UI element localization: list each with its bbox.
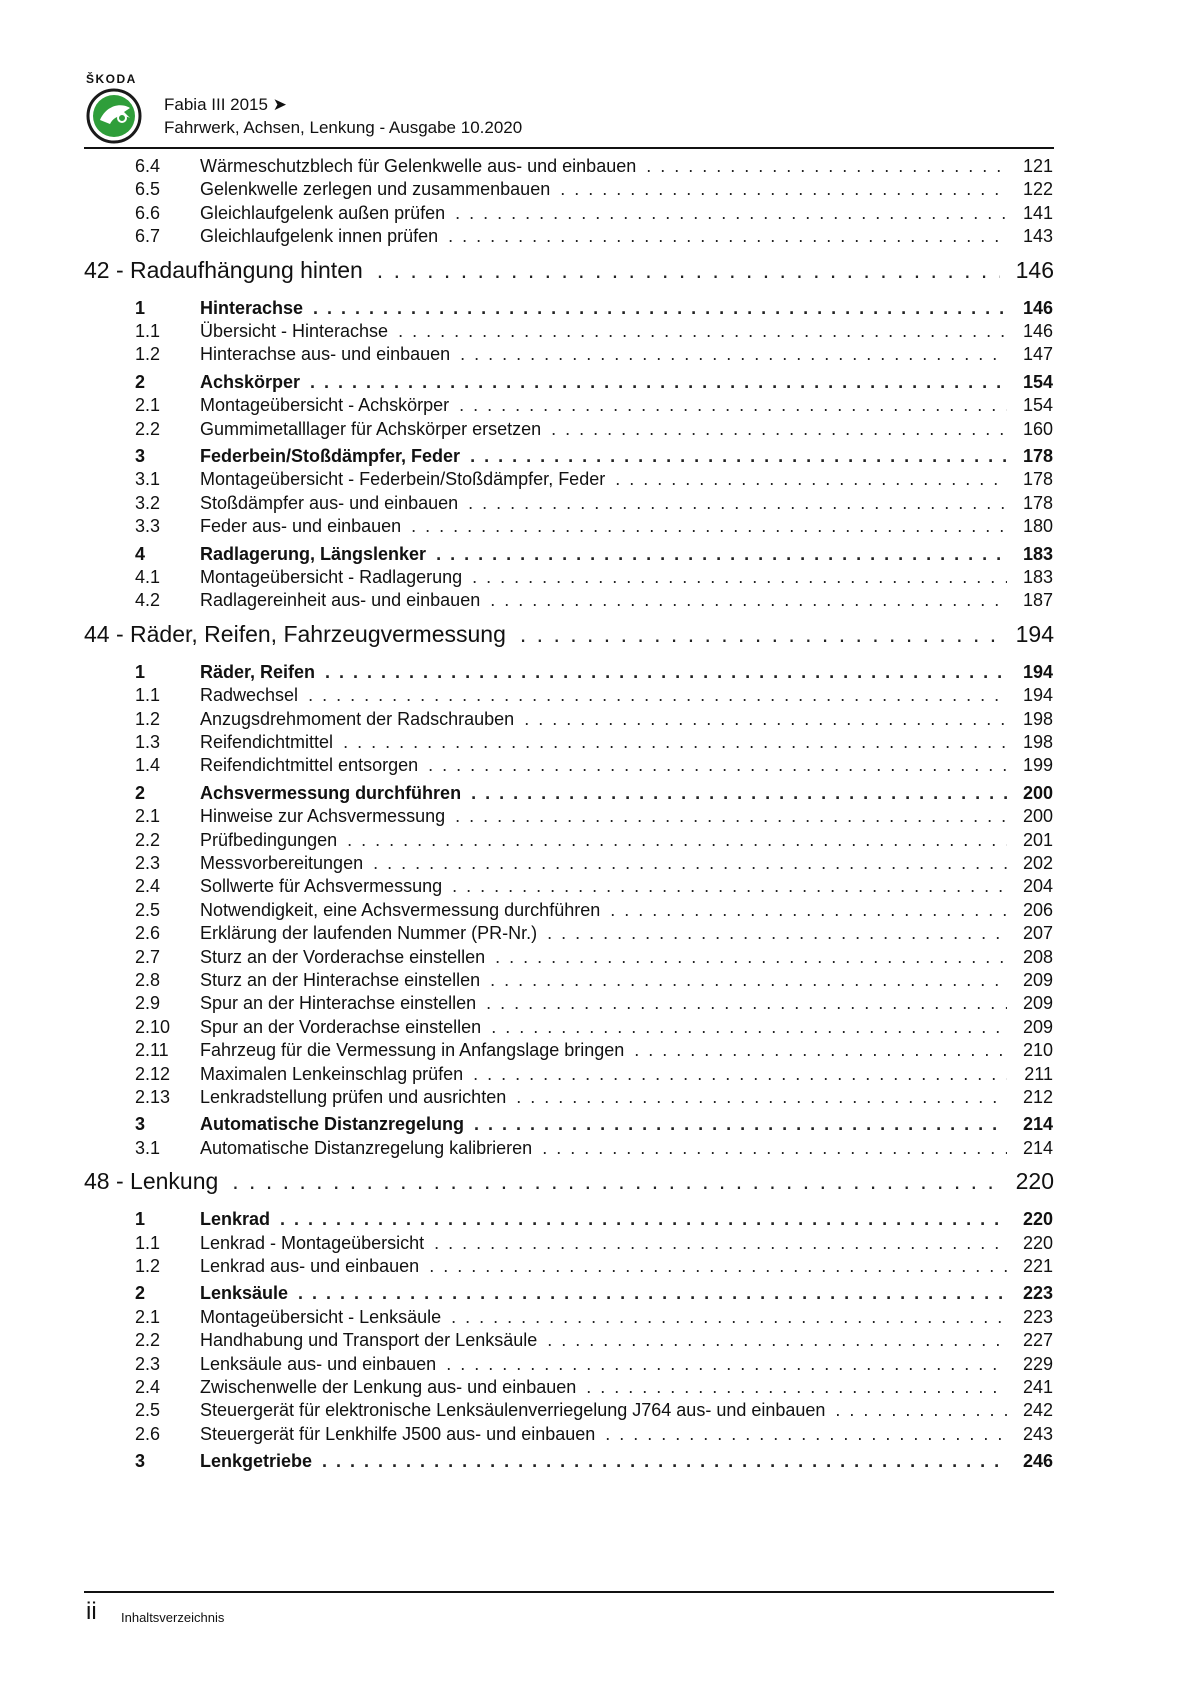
entry-number: 3 bbox=[135, 1451, 146, 1472]
entry-page: 209 bbox=[1022, 970, 1053, 990]
entry-number: 2.2 bbox=[135, 418, 161, 439]
entry-page: 211 bbox=[1024, 1063, 1053, 1084]
entry-title: Achskörper bbox=[200, 371, 301, 392]
entry-page: 241 bbox=[1022, 1377, 1053, 1397]
entry-number: 2.3 bbox=[135, 853, 161, 873]
dot-leader bbox=[472, 567, 1007, 588]
entry-number: 3 bbox=[135, 446, 146, 466]
dot-leader bbox=[448, 226, 1007, 247]
entry-title: Steuergerät für Lenkhilfe J500 aus- und einbauen bbox=[200, 1423, 596, 1444]
entry-page: 141 bbox=[1022, 202, 1053, 223]
toc-subsection bbox=[135, 419, 1053, 440]
entry-title: Automatische Distanzregelung kalibrieren bbox=[200, 1137, 533, 1158]
entry-page: 178 bbox=[1022, 446, 1053, 466]
dot-leader bbox=[451, 1307, 1007, 1328]
entry-title: Wärmeschutzblech für Gelenkwelle aus- und einbauen bbox=[200, 156, 637, 176]
dot-leader bbox=[343, 732, 1007, 753]
entry-number: 3.3 bbox=[135, 516, 161, 537]
entry-page: 178 bbox=[1022, 469, 1053, 490]
toc-subsection bbox=[135, 493, 1053, 514]
entry-page: 227 bbox=[1022, 1330, 1053, 1351]
entry-number: 1.4 bbox=[135, 755, 161, 776]
entry-number: 6.7 bbox=[135, 226, 161, 247]
dot-leader bbox=[232, 1168, 1000, 1195]
entry-number: 6.4 bbox=[135, 156, 161, 176]
dot-leader bbox=[429, 1256, 1007, 1277]
dot-leader bbox=[280, 1209, 1007, 1230]
toc-section bbox=[135, 1114, 1053, 1135]
entry-number: 2.8 bbox=[135, 970, 161, 990]
entry-title: Montageübersicht - Federbein/Stoßdämpfer, Feder bbox=[200, 469, 606, 490]
entry-number: 2.13 bbox=[135, 1087, 171, 1107]
dot-leader bbox=[428, 755, 1007, 776]
entry-title: Sollwerte für Achsvermessung bbox=[200, 876, 443, 897]
entry-title: Radlagerung, Längslenker bbox=[200, 543, 427, 564]
toc-subsection bbox=[135, 1138, 1053, 1159]
entry-title: Räder, Reifen bbox=[200, 661, 316, 682]
entry-number: 1.1 bbox=[135, 321, 161, 341]
entry-page: 246 bbox=[1022, 1451, 1053, 1472]
entry-title: Federbein/Stoßdämpfer, Feder bbox=[200, 446, 461, 466]
entry-page: 122 bbox=[1022, 179, 1053, 200]
entry-number: 1 bbox=[135, 661, 146, 682]
dot-leader bbox=[347, 830, 1007, 851]
entry-number: 1.1 bbox=[135, 1232, 161, 1253]
entry-page: 214 bbox=[1022, 1137, 1053, 1158]
entry-number: 2.11 bbox=[135, 1040, 169, 1061]
entry-number: 3.1 bbox=[135, 1137, 161, 1158]
dot-leader bbox=[520, 621, 1000, 648]
toc-subsection bbox=[135, 1233, 1053, 1254]
entry-page: 209 bbox=[1022, 1016, 1053, 1037]
chapter-page: 194 bbox=[1015, 620, 1054, 647]
dot-leader bbox=[398, 321, 1007, 342]
entry-title: Notwendigkeit, eine Achsvermessung durchführen bbox=[200, 899, 601, 920]
dot-leader bbox=[446, 1354, 1007, 1375]
entry-title: Achsvermessung durchführen bbox=[200, 782, 462, 803]
entry-number: 2.5 bbox=[135, 1400, 161, 1421]
entry-number: 1 bbox=[135, 297, 146, 318]
toc-subsection bbox=[135, 1424, 1053, 1445]
entry-page: 154 bbox=[1022, 371, 1053, 392]
dot-leader bbox=[547, 923, 1007, 944]
entry-number: 2.12 bbox=[135, 1063, 171, 1084]
footer-divider bbox=[84, 1591, 1054, 1593]
entry-page: 121 bbox=[1022, 156, 1053, 176]
entry-number: 1.3 bbox=[135, 732, 161, 752]
entry-title: Montageübersicht - Lenksäule bbox=[200, 1306, 442, 1327]
entry-title: Hinterachse bbox=[200, 297, 304, 318]
dot-leader bbox=[486, 993, 1007, 1014]
entry-title: Lenkrad - Montageübersicht bbox=[200, 1232, 425, 1253]
toc-subsection bbox=[135, 685, 1053, 706]
entry-title: Handhabung und Transport der Lenksäule bbox=[200, 1330, 538, 1351]
entry-title: Lenkrad bbox=[200, 1209, 271, 1230]
entry-page: 209 bbox=[1022, 993, 1053, 1014]
entry-title: Sturz an der Vorderachse einstellen bbox=[200, 946, 486, 967]
dot-leader bbox=[460, 344, 1007, 365]
entry-page: 208 bbox=[1022, 946, 1053, 967]
toc-subsection bbox=[135, 900, 1053, 921]
entry-page: 243 bbox=[1022, 1423, 1053, 1444]
toc-subsection bbox=[135, 732, 1053, 753]
dot-leader bbox=[586, 1377, 1007, 1398]
toc-subsection bbox=[135, 1400, 1053, 1421]
entry-title: Gleichlaufgelenk außen prüfen bbox=[200, 202, 446, 223]
dot-leader bbox=[634, 1040, 1007, 1061]
entry-number: 1.2 bbox=[135, 344, 161, 365]
entry-title: Lenksäule bbox=[200, 1283, 289, 1304]
entry-page: 223 bbox=[1022, 1306, 1053, 1327]
entry-title: Spur an der Vorderachse einstellen bbox=[200, 1016, 482, 1037]
entry-number: 2.4 bbox=[135, 1377, 161, 1397]
entry-page: 207 bbox=[1022, 923, 1053, 944]
entry-title: Erklärung der laufenden Nummer (PR-Nr.) bbox=[200, 923, 538, 944]
page-number: ii bbox=[86, 1598, 97, 1625]
toc-subsection bbox=[135, 1087, 1053, 1108]
entry-page: 210 bbox=[1022, 1040, 1053, 1061]
toc-section bbox=[135, 1283, 1053, 1304]
entry-number: 1.2 bbox=[135, 1256, 161, 1276]
entry-title: Lenkgetriebe bbox=[200, 1451, 313, 1472]
dot-leader bbox=[452, 876, 1007, 897]
toc-subsection bbox=[135, 830, 1053, 851]
dot-leader bbox=[455, 806, 1007, 827]
footer-section-label: Inhaltsverzeichnis bbox=[121, 1610, 225, 1625]
entry-page: 200 bbox=[1022, 806, 1053, 827]
toc-subsection bbox=[135, 1354, 1053, 1375]
entry-title: Maximalen Lenkeinschlag prüfen bbox=[200, 1063, 464, 1084]
entry-number: 4.2 bbox=[135, 590, 161, 611]
entry-title: Gummimetalllager für Achskörper ersetzen bbox=[200, 418, 542, 439]
entry-title: Fahrzeug für die Vermessung in Anfangslage bringen bbox=[200, 1040, 625, 1061]
entry-number: 2.1 bbox=[135, 395, 161, 416]
dot-leader bbox=[610, 900, 1007, 921]
entry-title: Gelenkwelle zerlegen und zusammenbauen bbox=[200, 179, 551, 200]
entry-title: Steuergerät für elektronische Lenksäulenverriegelung J764 aus- und einbauen bbox=[200, 1400, 826, 1421]
dot-leader bbox=[605, 1424, 1007, 1445]
toc-section bbox=[135, 446, 1053, 467]
entry-title: Hinterachse aus- und einbauen bbox=[200, 344, 451, 365]
toc-subsection bbox=[135, 1017, 1053, 1038]
dot-leader bbox=[560, 179, 1007, 200]
entry-title: Montageübersicht - Radlagerung bbox=[200, 567, 463, 587]
entry-number: 6.6 bbox=[135, 202, 161, 223]
entry-page: 143 bbox=[1022, 226, 1053, 247]
entry-title: Radwechsel bbox=[200, 685, 299, 706]
entry-page: 212 bbox=[1022, 1087, 1053, 1107]
toc-chapter bbox=[84, 257, 1054, 284]
entry-number: 2.1 bbox=[135, 1306, 161, 1327]
entry-number: 3.2 bbox=[135, 492, 161, 513]
entry-number: 2.4 bbox=[135, 876, 161, 897]
entry-page: 160 bbox=[1022, 418, 1053, 439]
entry-page: 154 bbox=[1022, 395, 1053, 416]
dot-leader bbox=[524, 709, 1007, 730]
entry-title: Zwischenwelle der Lenkung aus- und einbauen bbox=[200, 1377, 577, 1397]
dot-leader bbox=[313, 298, 1007, 319]
entry-page: 147 bbox=[1022, 344, 1053, 365]
entry-number: 2 bbox=[135, 782, 146, 803]
entry-title: Messvorbereitungen bbox=[200, 853, 364, 873]
entry-page: 198 bbox=[1022, 708, 1053, 729]
toc-subsection bbox=[135, 923, 1053, 944]
dot-leader bbox=[377, 257, 1000, 284]
manual-title: Fabia III 2015 ➤ bbox=[164, 95, 287, 114]
toc-chapter bbox=[84, 621, 1054, 648]
dot-leader bbox=[547, 1330, 1007, 1351]
entry-page: 201 bbox=[1022, 829, 1053, 850]
entry-page: 194 bbox=[1022, 661, 1053, 682]
entry-title: Stoßdämpfer aus- und einbauen bbox=[200, 492, 459, 513]
entry-title: Spur an der Hinterachse einstellen bbox=[200, 993, 477, 1014]
toc-section bbox=[135, 1451, 1053, 1472]
dot-leader bbox=[470, 446, 1007, 467]
dot-leader bbox=[310, 372, 1007, 393]
entry-page: 220 bbox=[1022, 1209, 1053, 1230]
toc-chapter bbox=[84, 1168, 1054, 1195]
toc-subsection bbox=[135, 395, 1053, 416]
entry-number: 6.5 bbox=[135, 179, 161, 200]
dot-leader bbox=[459, 395, 1007, 416]
toc-section bbox=[135, 544, 1053, 565]
entry-page: 146 bbox=[1022, 297, 1053, 318]
entry-title: Prüfbedingungen bbox=[200, 829, 338, 850]
entry-title: Radlagereinheit aus- und einbauen bbox=[200, 590, 481, 611]
dot-leader bbox=[551, 419, 1007, 440]
entry-page: 229 bbox=[1022, 1353, 1053, 1374]
toc-subsection bbox=[135, 226, 1053, 247]
dot-leader bbox=[490, 970, 1007, 991]
entry-title: Reifendichtmittel entsorgen bbox=[200, 755, 419, 776]
entry-title: Lenkrad aus- und einbauen bbox=[200, 1256, 420, 1276]
entry-number: 2.5 bbox=[135, 899, 161, 920]
entry-number: 2.9 bbox=[135, 993, 161, 1014]
toc-subsection bbox=[135, 179, 1053, 200]
toc-subsection bbox=[135, 590, 1053, 611]
toc-subsection bbox=[135, 970, 1053, 991]
toc-subsection bbox=[135, 1064, 1053, 1085]
entry-title: Automatische Distanzregelung bbox=[200, 1114, 465, 1135]
chapter-page: 146 bbox=[1015, 256, 1054, 283]
entry-page: 204 bbox=[1022, 876, 1053, 897]
entry-page: 146 bbox=[1022, 321, 1053, 341]
toc-subsection bbox=[135, 321, 1053, 342]
toc-section bbox=[135, 662, 1053, 683]
entry-page: 178 bbox=[1022, 492, 1053, 513]
toc-section bbox=[135, 1209, 1053, 1230]
dot-leader bbox=[490, 590, 1007, 611]
dot-leader bbox=[325, 662, 1007, 683]
toc-subsection bbox=[135, 469, 1053, 490]
dot-leader bbox=[471, 783, 1007, 804]
entry-title: Gleichlaufgelenk innen prüfen bbox=[200, 226, 439, 247]
dot-leader bbox=[615, 469, 1007, 490]
toc-subsection bbox=[135, 709, 1053, 730]
entry-page: 199 bbox=[1022, 755, 1053, 776]
entry-page: 183 bbox=[1022, 543, 1053, 564]
toc-subsection bbox=[135, 516, 1053, 537]
entry-page: 214 bbox=[1022, 1114, 1053, 1135]
entry-number: 4 bbox=[135, 543, 146, 564]
entry-page: 242 bbox=[1022, 1400, 1053, 1421]
dot-leader bbox=[473, 1064, 1007, 1085]
entry-title: Montageübersicht - Achskörper bbox=[200, 395, 450, 416]
dot-leader bbox=[646, 156, 1007, 177]
dot-leader bbox=[322, 1451, 1007, 1472]
chapter-page: 220 bbox=[1015, 1168, 1054, 1195]
toc-subsection bbox=[135, 755, 1053, 776]
dot-leader bbox=[468, 493, 1007, 514]
entry-number: 2.2 bbox=[135, 829, 161, 850]
entry-number: 3 bbox=[135, 1114, 146, 1135]
toc-section bbox=[135, 372, 1053, 393]
chapter-title: 42 - Radaufhängung hinten bbox=[84, 256, 363, 283]
dot-leader bbox=[436, 544, 1007, 565]
toc-subsection bbox=[135, 567, 1053, 588]
dot-leader bbox=[298, 1283, 1007, 1304]
entry-number: 2 bbox=[135, 371, 146, 392]
toc-subsection bbox=[135, 876, 1053, 897]
entry-title: Reifendichtmittel bbox=[200, 732, 334, 752]
chapter-title: 48 - Lenkung bbox=[84, 1168, 219, 1195]
toc-subsection bbox=[135, 947, 1053, 968]
entry-number: 2.2 bbox=[135, 1330, 161, 1351]
entry-page: 198 bbox=[1022, 732, 1053, 752]
entry-number: 2 bbox=[135, 1283, 146, 1304]
manual-subtitle: Fahrwerk, Achsen, Lenkung - Ausgabe 10.2020 bbox=[164, 118, 523, 137]
dot-leader bbox=[373, 853, 1007, 874]
toc-subsection bbox=[135, 203, 1053, 224]
entry-page: 180 bbox=[1022, 516, 1053, 537]
entry-number: 2.3 bbox=[135, 1353, 161, 1374]
toc-subsection bbox=[135, 993, 1053, 1014]
dot-leader bbox=[835, 1400, 1007, 1421]
toc-section bbox=[135, 298, 1053, 319]
dot-leader bbox=[542, 1138, 1007, 1159]
dot-leader bbox=[491, 1017, 1007, 1038]
entry-page: 223 bbox=[1022, 1283, 1053, 1304]
dot-leader bbox=[455, 203, 1007, 224]
entry-page: 220 bbox=[1022, 1232, 1053, 1253]
entry-title: Feder aus- und einbauen bbox=[200, 516, 402, 537]
dot-leader bbox=[308, 685, 1007, 706]
toc-subsection bbox=[135, 1256, 1053, 1277]
toc-subsection bbox=[135, 853, 1053, 874]
dot-leader bbox=[474, 1114, 1007, 1135]
toc-section bbox=[135, 783, 1053, 804]
entry-number: 4.1 bbox=[135, 567, 161, 587]
entry-title: Anzugsdrehmoment der Radschrauben bbox=[200, 708, 515, 729]
dot-leader bbox=[411, 516, 1007, 537]
entry-number: 2.6 bbox=[135, 923, 161, 944]
entry-page: 183 bbox=[1022, 567, 1053, 587]
brand-wordmark: ŠKODA bbox=[86, 72, 137, 86]
entry-page: 202 bbox=[1022, 853, 1053, 873]
entry-page: 187 bbox=[1022, 590, 1053, 611]
chapter-title: 44 - Räder, Reifen, Fahrzeugvermessung bbox=[84, 620, 506, 647]
toc-subsection bbox=[135, 344, 1053, 365]
dot-leader bbox=[516, 1087, 1007, 1108]
entry-number: 1.2 bbox=[135, 708, 161, 729]
entry-number: 2.7 bbox=[135, 946, 161, 967]
entry-title: Sturz an der Hinterachse einstellen bbox=[200, 970, 481, 990]
entry-number: 3.1 bbox=[135, 469, 161, 490]
entry-number: 1.1 bbox=[135, 685, 161, 706]
entry-page: 206 bbox=[1022, 899, 1053, 920]
entry-title: Hinweise zur Achsvermessung bbox=[200, 806, 446, 827]
dot-leader bbox=[434, 1233, 1007, 1254]
toc-subsection bbox=[135, 1330, 1053, 1351]
toc-subsection bbox=[135, 1307, 1053, 1328]
toc-subsection bbox=[135, 806, 1053, 827]
entry-number: 2.10 bbox=[135, 1016, 171, 1037]
entry-title: Lenkradstellung prüfen und ausrichten bbox=[200, 1087, 507, 1107]
toc-subsection bbox=[135, 1040, 1053, 1061]
entry-page: 221 bbox=[1022, 1256, 1053, 1276]
toc-subsection bbox=[135, 156, 1053, 177]
entry-title: Lenksäule aus- und einbauen bbox=[200, 1353, 437, 1374]
entry-number: 2.1 bbox=[135, 806, 161, 827]
toc-subsection bbox=[135, 1377, 1053, 1398]
entry-title: Übersicht - Hinterachse bbox=[200, 321, 389, 341]
dot-leader bbox=[495, 947, 1007, 968]
entry-page: 200 bbox=[1022, 782, 1053, 803]
entry-number: 1 bbox=[135, 1209, 146, 1230]
entry-number: 2.6 bbox=[135, 1423, 161, 1444]
entry-page: 194 bbox=[1022, 685, 1053, 706]
